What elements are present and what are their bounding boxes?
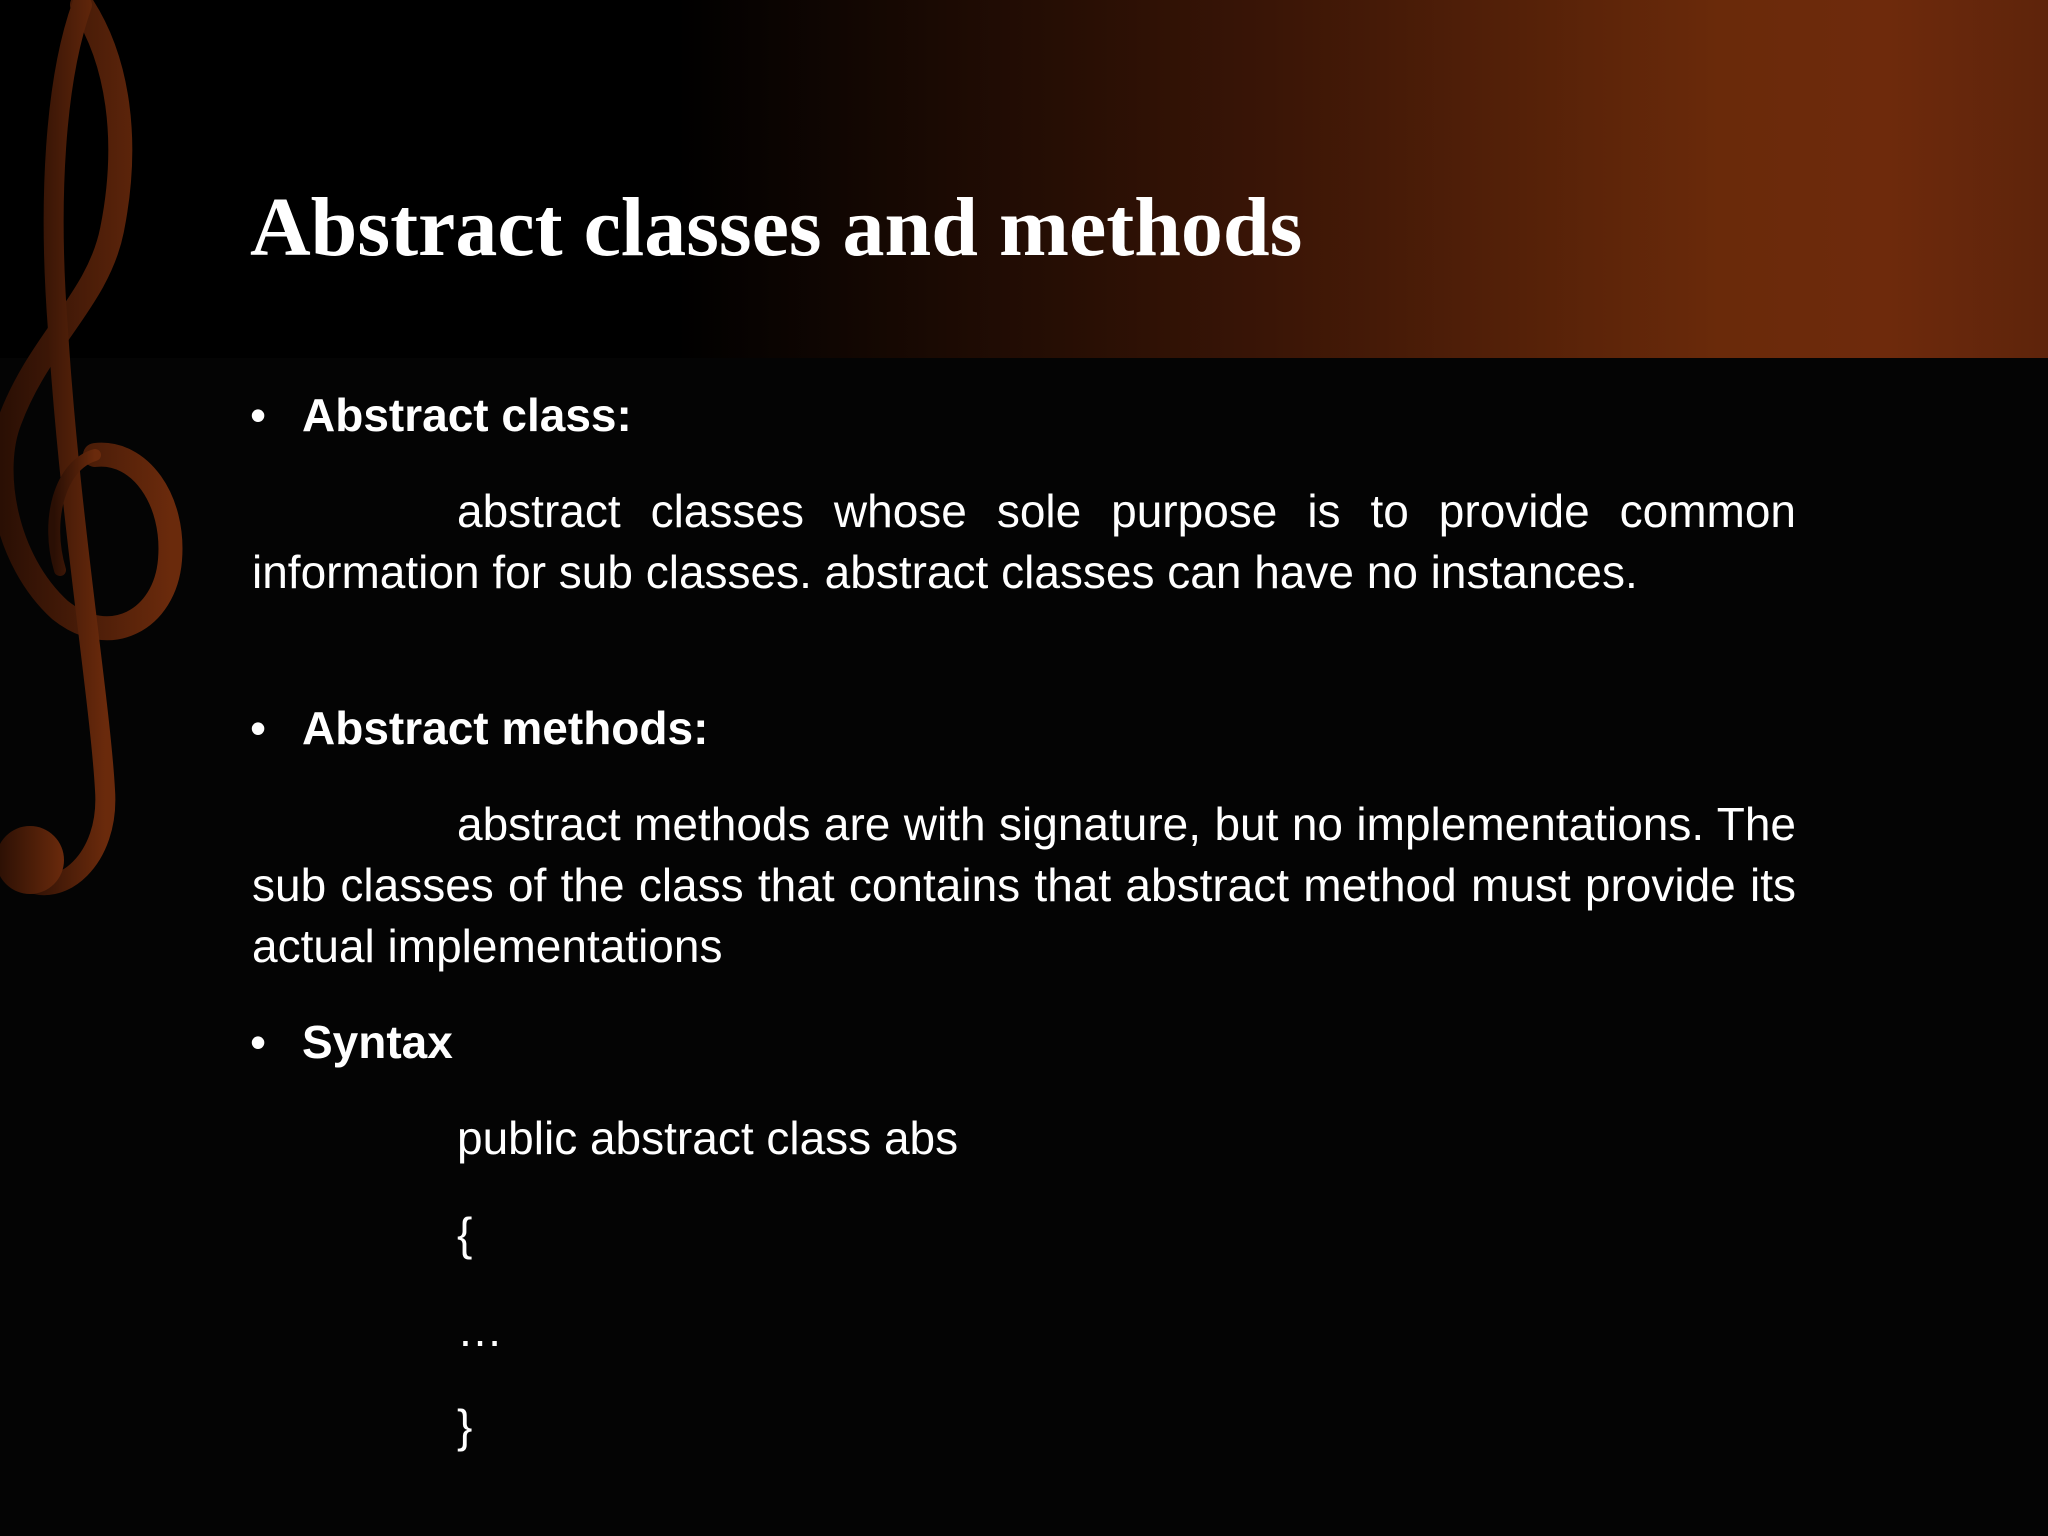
code-line-open-brace: { bbox=[457, 1208, 473, 1260]
bullet-heading: Abstract methods: bbox=[302, 702, 709, 754]
bullet-marker: • bbox=[250, 389, 267, 441]
treble-clef-icon bbox=[0, 0, 190, 930]
bullet-marker: • bbox=[250, 1016, 267, 1068]
bullet-syntax bbox=[250, 1012, 453, 1072]
code-line-ellipsis: … bbox=[457, 1304, 503, 1356]
paragraph-abstract-class: abstract classes whose sole purpose is to provide common information for sub classes. abstract classes can have no instances. bbox=[252, 485, 1796, 598]
code-line-declaration: public abstract class abs bbox=[457, 1112, 959, 1164]
bullet-heading: Abstract class: bbox=[302, 389, 632, 441]
code-line-close-brace: } bbox=[457, 1400, 473, 1452]
bullet-abstract-methods bbox=[250, 698, 708, 758]
paragraph-abstract-methods: abstract methods are with signature, but no implementations. The sub classes of the class that contains that abstract method must provide its actual implementations bbox=[252, 798, 1796, 972]
bullet-marker: • bbox=[250, 702, 267, 754]
bullet-heading: Syntax bbox=[302, 1016, 453, 1068]
slide-title: Abstract classes and methods bbox=[250, 181, 1303, 274]
bullet-abstract-class bbox=[250, 385, 632, 445]
